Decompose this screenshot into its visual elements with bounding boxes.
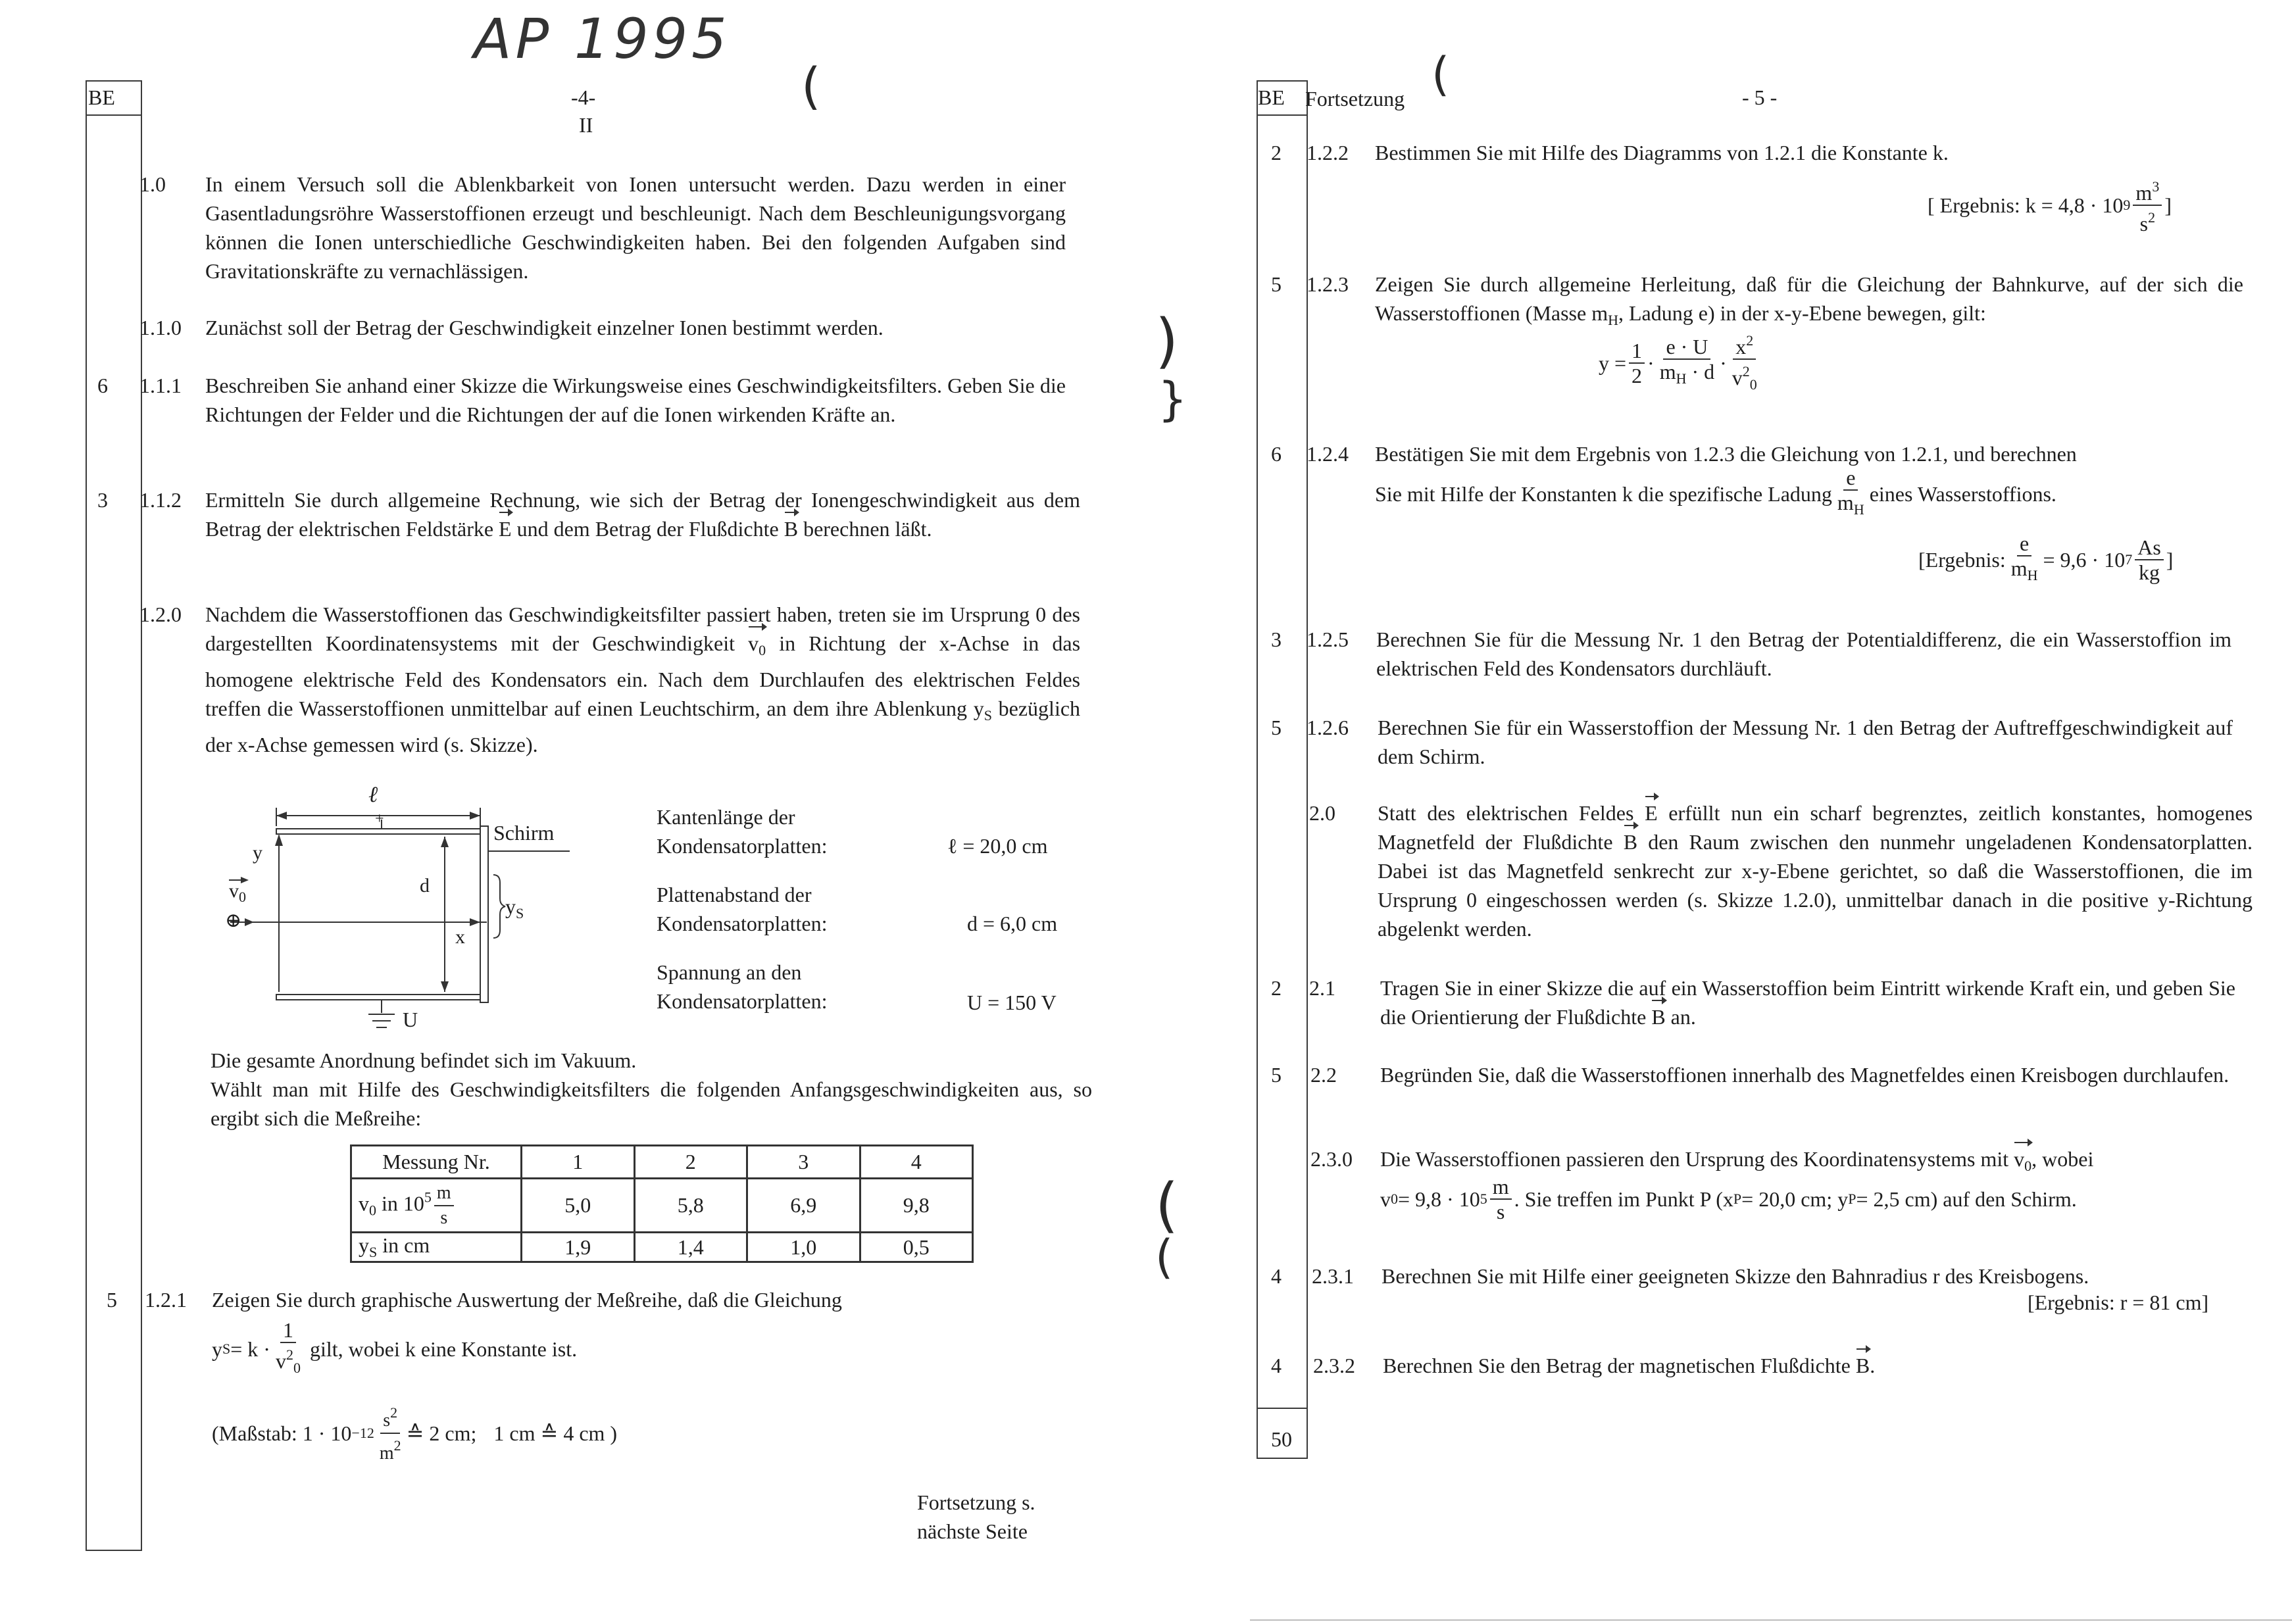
label-plus: +	[375, 810, 384, 827]
task-number: 1.1.2	[139, 488, 182, 512]
task-1-1-0-text: Zunächst soll der Betrag der Geschwindigkeit einzelner Ionen bestimmt werden.	[205, 316, 884, 339]
task-number: 1.2.4	[1307, 442, 1349, 466]
table-cell: 2	[634, 1146, 747, 1179]
measurement-table	[350, 1144, 974, 1263]
be-points: 3	[1271, 627, 1282, 651]
task-number: 1.2.3	[1307, 272, 1349, 296]
task-2-1-text: Tragen Sie in einer Skizze die auf ein Wasserstoffion beim Eintritt wirkende Kraft ein, und geben Sie die Orientierung der Flußdichte B an.	[1380, 973, 2235, 1031]
task-number: 2.3.1	[1312, 1264, 1354, 1288]
task-number: 1.0	[139, 172, 166, 196]
table-cell: 0,5	[860, 1233, 973, 1262]
page-number-left: -4-	[571, 86, 596, 109]
task-2-3-0-values: v 0 = 9,8 · 10 5 $\frac{m}{s}$ . Sie treffen im Punkt P (x P = 20,0 cm; y P = 2,5 cm) auf den Schirm.	[1380, 1175, 2077, 1223]
task-number: 2.0	[1309, 801, 1335, 825]
be-points: 6	[1271, 442, 1282, 466]
task-1-2-1-equation: y S = k · $\frac{1}{v^2_0}$ gilt, wobei k eine Konstante ist.	[212, 1318, 578, 1376]
messreihe-intro: Wählt man mit Hilfe des Geschwindigkeitsfilters die folgenden Anfangsgeschwindigkeiten aus, so ergibt sich die Meßreihe:	[211, 1077, 1092, 1130]
param-label: Kantenlänge der Kondensatorplatten:	[657, 805, 828, 858]
label-l: ℓ	[368, 783, 378, 807]
task-number: 1.1.1	[139, 374, 182, 397]
task-2-3-0-text: Die Wasserstoffionen passieren den Ursprung des Koordinatensystems mit $v_0$, wobei	[1380, 1144, 2093, 1181]
task-number: 1.2.1	[145, 1288, 187, 1312]
vakuum-text: Die gesamte Anordnung befindet sich im Vakuum.	[211, 1048, 637, 1072]
task-number: 1.2.6	[1307, 716, 1349, 739]
table-cell: 1,0	[747, 1233, 860, 1262]
be-header-right: BE	[1258, 86, 1285, 109]
task-1-2-5-text: Berechnen Sie für die Messung Nr. 1 den Betrag der Potentialdifferenz, die ein Wasserstoffion im elektrischen Feld des Kondensators durchläuft.	[1376, 627, 2231, 680]
task-1-2-3-equation: y = $\frac{1}{2}$ · $\frac{e \cdot U}{m_H \cdot d}$ · $\frac{x^2}{v^2_0}$	[1599, 329, 1762, 397]
task-2-3-1-result: [Ergebnis: r = 81 cm]	[2028, 1291, 2209, 1314]
total-points: 50	[1271, 1427, 1292, 1451]
task-1-2-1-text: Zeigen Sie durch graphische Auswertung der Meßreihe, daß die Gleichung	[212, 1288, 842, 1312]
task-2-3-1-text: Berechnen Sie mit Hilfe einer geeigneten Skizze den Bahnradius r des Kreisbogens.	[1382, 1264, 2089, 1288]
table-header: Messung Nr.	[351, 1146, 522, 1179]
fortsetzung-label: Fortsetzung	[1305, 87, 1405, 111]
task-number: 1.2.5	[1307, 627, 1349, 651]
task-number: 2.2	[1310, 1063, 1337, 1087]
be-points: 6	[97, 374, 108, 397]
task-1-2-2-result: [ Ergebnis: k = 4,8 · 10 9 $\frac{m^3}{s^2}$ ]	[1928, 175, 2172, 235]
table-cell: 1,9	[522, 1233, 635, 1262]
task-number: 1.2.0	[139, 603, 182, 626]
table-cell: 4	[860, 1146, 973, 1179]
label-ys: $y_S$	[505, 895, 524, 922]
table-cell: 3	[747, 1146, 860, 1179]
task-1-2-4-text: Bestätigen Sie mit dem Ergebnis von 1.2.3 die Gleichung von 1.2.1, und berechnen	[1375, 442, 2077, 466]
handwritten-header: AP 1995	[474, 7, 731, 71]
task-number: 2.3.0	[1310, 1147, 1353, 1171]
task-1-2-4-result: [Ergebnis: $\frac{e}{m_H}$ = 9,6 · 10 7 $\frac{As}{kg}$ ]	[1918, 531, 2174, 584]
label-schirm: Schirm	[493, 821, 555, 845]
page-edge	[1250, 1619, 2292, 1621]
task-number: 2.3.2	[1313, 1354, 1355, 1377]
task-1-2-6-text: Berechnen Sie für ein Wasserstoffion der Messung Nr. 1 den Betrag der Auftreffgeschwindigkeit auf dem Schirm.	[1378, 716, 2233, 768]
be-points: 4	[1271, 1354, 1282, 1377]
table-cell: 1	[522, 1146, 635, 1179]
label-v0: $v_0$	[229, 880, 246, 905]
param-value: ℓ = 20,0 cm	[947, 834, 1048, 858]
scribble-mark: )	[1155, 307, 1179, 376]
table-cell: 1,4	[634, 1233, 747, 1262]
table-row-label: $y_S$ in cm	[351, 1233, 522, 1262]
be-points: 5	[1271, 716, 1282, 739]
param-value: U = 150 V	[967, 991, 1057, 1014]
table-cell: 5,8	[634, 1179, 747, 1233]
be-points: 5	[1271, 1063, 1282, 1087]
task-1-0-text: In einem Versuch soll die Ablenkbarkeit von Ionen untersucht werden. Dazu werden in einer Gasentladungsröhre Wasserstoffionen erzeugt und beschleunigt. Nach dem Beschleunigungsvorgang können die Ionen unterschiedliche Geschwindigkeiten haben. Bei den folgenden Aufgaben sind Gravitationskräfte zu vernachlässigen.	[205, 172, 1066, 283]
be-points: 5	[107, 1288, 117, 1312]
be-points: 2	[1271, 976, 1282, 1000]
label-x: x	[455, 926, 465, 948]
task-1-2-0-text: Nachdem die Wasserstoffionen das Geschwindigkeitsfilter passiert haben, treten sie im Ursprung 0 des dargestellten Koordinatensystems mit der Geschwindigkeit $v_0$ in Richtung der x-Achse in das homogene elektrische Feld des Kondensators ein. Nach dem Durchlaufen des elektrischen Feldes treffen die Wasserstoffionen unmittelbar auf einen Leuchtschirm, an dem ihre Ablenkung $y_S$ bezüglich der x-Achse gemessen wird (s. Skizze).	[205, 603, 1081, 756]
label-U: U	[403, 1008, 418, 1031]
table-cell: 5,0	[522, 1179, 635, 1233]
scribble-mark: (	[1432, 47, 1450, 101]
task-1-1-2-text: Ermitteln Sie durch allgemeine Rechnung, wie sich der Betrag der Ionengeschwindigkeit aus dem Betrag der elektrischen Feldstärke E und dem Betrag der Flußdichte B berechnen läßt.	[205, 485, 1080, 543]
be-points: 5	[1271, 272, 1282, 296]
table-row	[351, 1146, 973, 1179]
scale-note: (Maßstab: 1 · 10 −12 $\frac{s^2}{m^2}$ ≙ 2 cm; 1 cm ≙ 4 cm )	[212, 1401, 617, 1465]
table-cell: 6,9	[747, 1179, 860, 1233]
continuation-note: Fortsetzung s. nächste Seite	[917, 1490, 1035, 1543]
task-2-3-2-text: Berechnen Sie den Betrag der magnetischen Flußdichte B.	[1383, 1351, 1875, 1380]
page-number-right: - 5 -	[1742, 86, 1778, 109]
table-row	[351, 1233, 973, 1262]
label-ion: ⊕	[225, 910, 242, 931]
capacitor-sketch	[211, 783, 605, 1046]
be-points: 2	[1271, 141, 1282, 164]
label-y: y	[253, 842, 262, 864]
task-number: 1.2.2	[1307, 141, 1349, 164]
task-number: 2.1	[1309, 976, 1335, 1000]
task-1-2-3-text: Zeigen Sie durch allgemeine Herleitung, daß für die Gleichung der Bahnkurve, auf der sich die Wasserstoffionen (Masse $m_H$, Ladung e) in der x-y-Ebene bewegen, gilt:	[1375, 272, 2243, 328]
be-points: 3	[97, 488, 108, 512]
be-header-left: BE	[88, 86, 115, 109]
task-2-0-text: Statt des elektrischen Feldes E erfüllt nun ein scharf begrenztes, zeitlich konstantes, homogenes Magnetfeld der Flußdichte B den Raum zwischen den nunmehr ungeladenen Kondensatorplatten. Dabei ist das Magnetfeld senkrecht zur x-y-Ebene gerichtet, so daß die Wasserstoffionen, die im Ursprung 0 eingeschossen werden (s. Skizze 1.2.0), unmittelbar danach in die positive y-Richtung abgelenkt werden.	[1378, 799, 2253, 943]
scribble-mark: (	[801, 57, 821, 115]
task-1-2-4-text: Sie mit Hilfe der Konstanten k die spezifische Ladung $\frac{e}{m_H}$ eines Wasserstoffions.	[1375, 466, 2056, 518]
scribble-mark: (	[1155, 1230, 1174, 1284]
scribble-mark: }	[1158, 372, 1187, 426]
be-points: 4	[1271, 1264, 1282, 1288]
param-label: Spannung an den Kondensatorplatten:	[657, 960, 828, 1013]
task-1-1-1-text: Beschreiben Sie anhand einer Skizze die Wirkungsweise eines Geschwindigkeitsfilters. Geben Sie die Richtungen der Felder und die Richtungen der auf die Ionen wirkenden Kräfte an.	[205, 374, 1066, 426]
task-1-2-2-text: Bestimmen Sie mit Hilfe des Diagramms von 1.2.1 die Konstante k.	[1375, 141, 1949, 164]
task-number: 1.1.0	[139, 316, 182, 339]
part-label: II	[579, 113, 593, 137]
task-2-2-text: Begründen Sie, daß die Wasserstoffionen innerhalb des Magnetfeldes einen Kreisbogen durchlaufen.	[1380, 1063, 2230, 1087]
scribble-mark: (	[1155, 1171, 1179, 1240]
label-d: d	[420, 875, 430, 897]
table-cell: 9,8	[860, 1179, 973, 1233]
param-label: Plattenabstand der Kondensatorplatten:	[657, 883, 828, 935]
table-row	[351, 1179, 973, 1233]
table-row-label: $v_0$ in $10^5$ $\frac{m}{s}$	[351, 1179, 522, 1233]
param-value: d = 6,0 cm	[967, 912, 1058, 935]
